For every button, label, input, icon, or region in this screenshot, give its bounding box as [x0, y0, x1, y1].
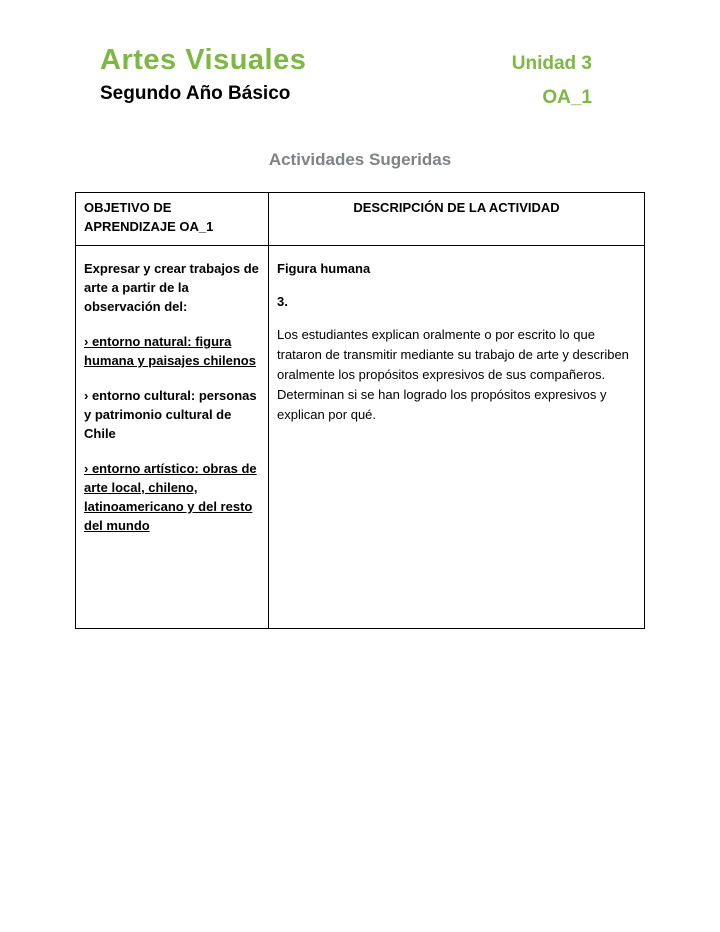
table-header-row [76, 193, 644, 246]
objective-item-natural: › entorno natural: figura humana y paisajes chilenos [84, 334, 256, 368]
document-header [0, 0, 720, 109]
table-body-row [76, 246, 644, 628]
section-title: Actividades Sugeridas [268, 150, 452, 169]
grade-subtitle: Segundo Año Básico [100, 83, 291, 104]
unit-label: Unidad 3 [511, 53, 592, 74]
activity-title: Figura humana [277, 261, 371, 276]
objective-column-header: OBJETIVO DE APRENDIZAJE OA_1 [76, 193, 269, 245]
activity-cell [269, 246, 644, 628]
objective-cell [76, 246, 269, 628]
header-right [512, 44, 592, 109]
activity-number: 3. [277, 294, 288, 309]
activities-table [75, 192, 645, 629]
activity-body: Los estudiantes explican oralmente o por escrito lo que trataron de transmitir mediante su trabajo de arte y describen oralmente los propósitos expresivos de sus compañeros. Determinan si se han logrado los propósitos expresivos y explican por qué. [277, 327, 629, 422]
objective-intro: Expresar y crear trabajos de arte a partir de la observación del: [84, 261, 259, 314]
description-column-header: DESCRIPCIÓN DE LA ACTIVIDAD [353, 200, 560, 215]
objective-item-artistico: › entorno artístico: obras de arte local, chileno, latinoamericano y del resto del mundo [84, 461, 257, 533]
header-left [100, 44, 306, 105]
subject-title: Artes Visuales [100, 44, 307, 76]
objective-item-cultural: › entorno cultural: personas y patrimonio cultural de Chile [84, 388, 257, 441]
oa-label: OA_1 [542, 87, 592, 108]
